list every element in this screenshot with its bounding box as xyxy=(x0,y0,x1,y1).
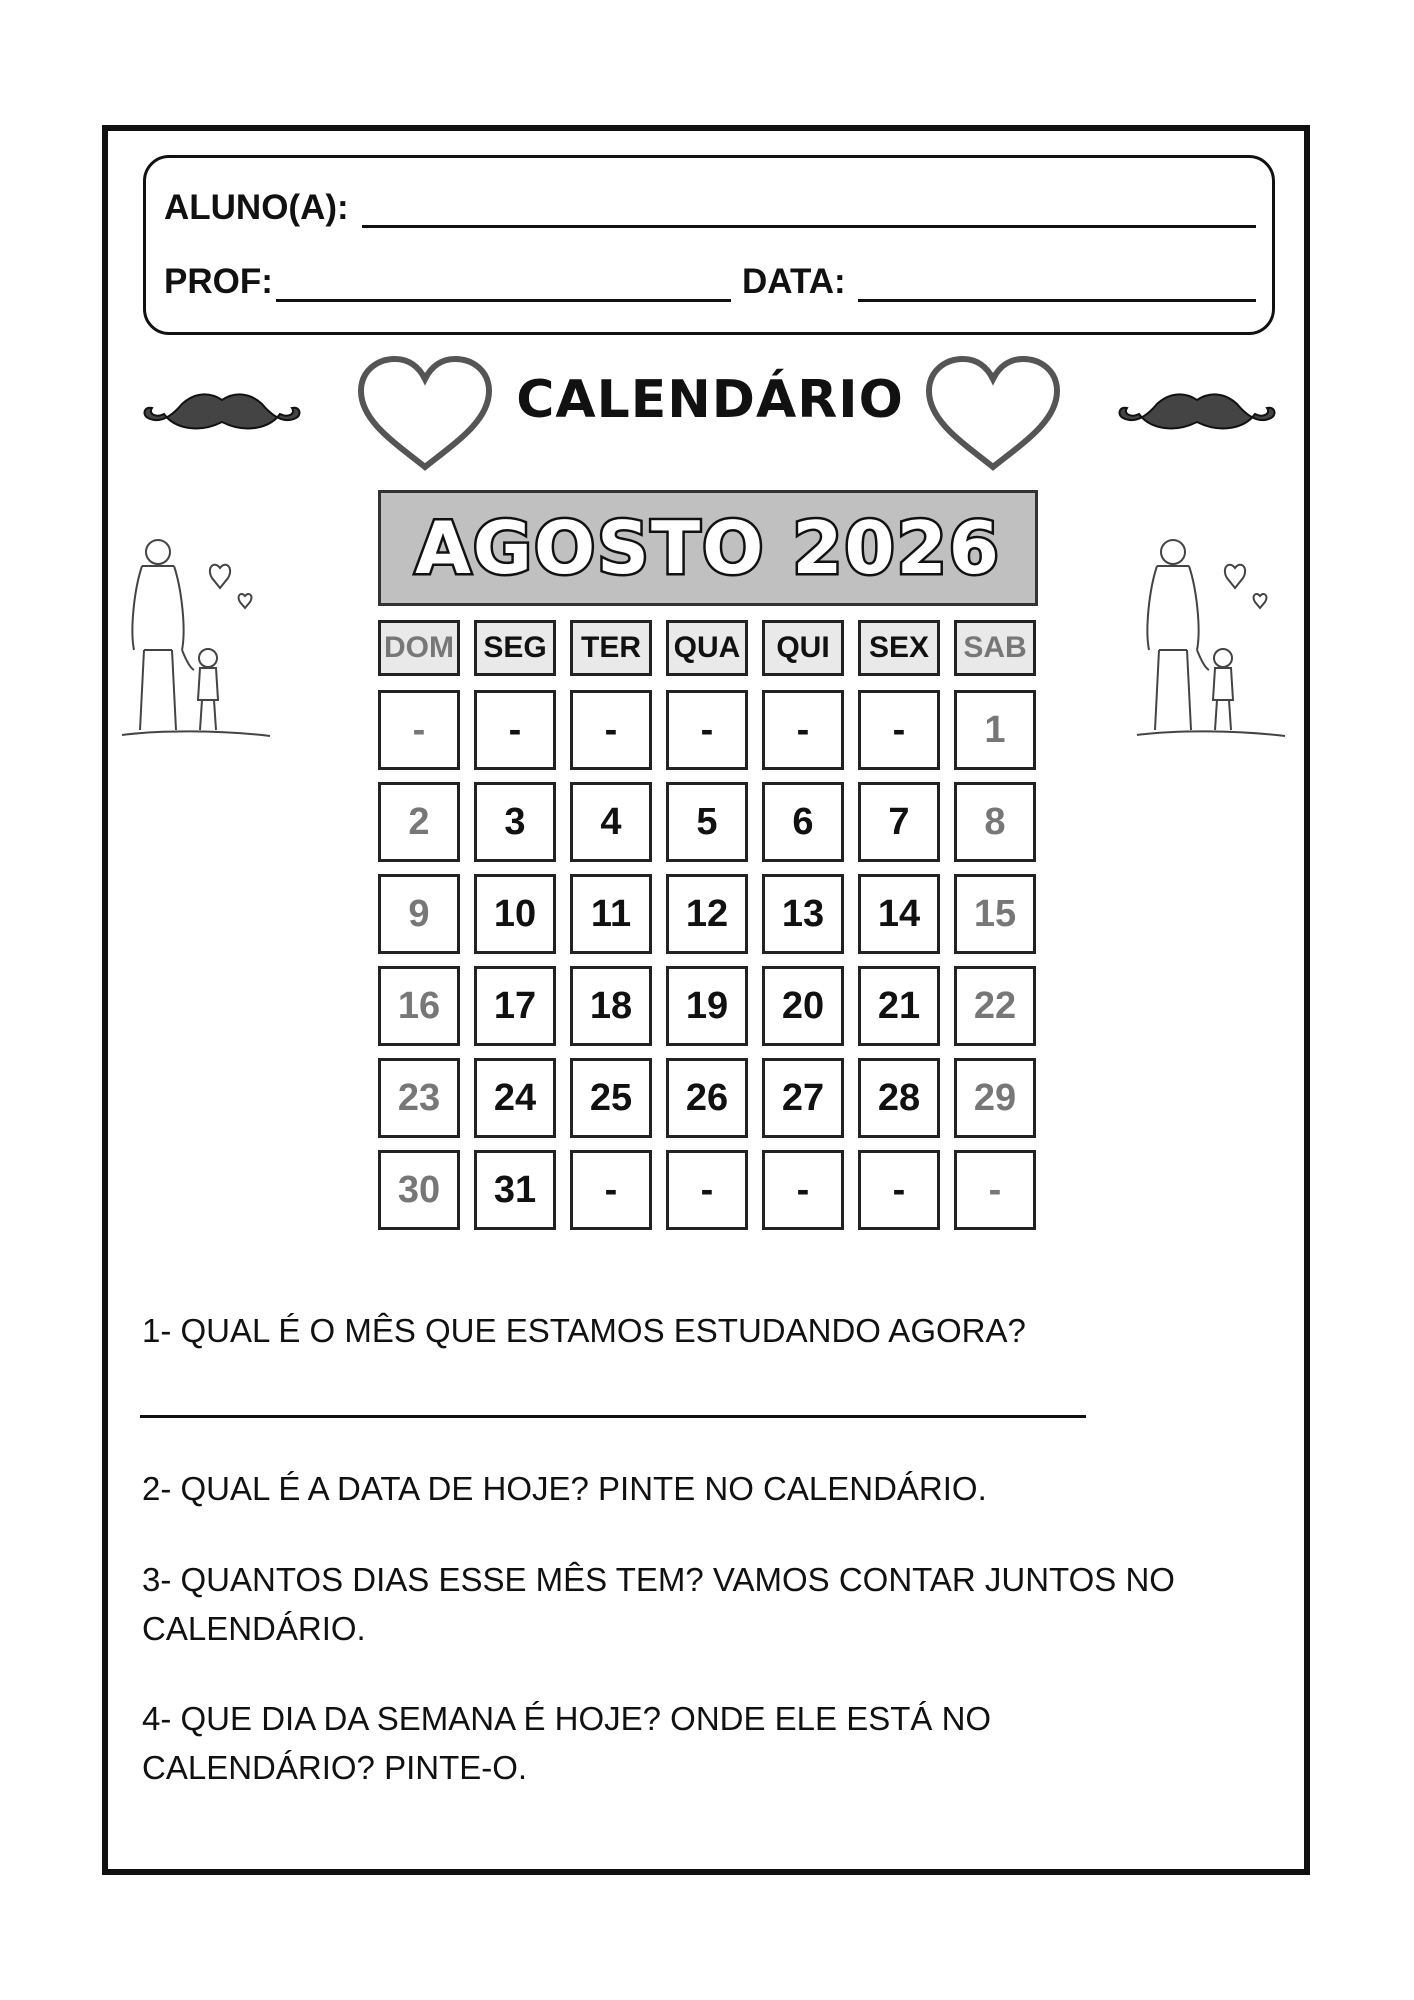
day-cell[interactable]: 15 xyxy=(954,874,1036,954)
day-cell[interactable]: 10 xyxy=(474,874,556,954)
page-title: CALENDÁRIO xyxy=(516,370,904,430)
answer-line-1[interactable] xyxy=(140,1415,1086,1418)
day-cell[interactable]: 23 xyxy=(378,1058,460,1138)
day-cell[interactable]: 29 xyxy=(954,1058,1036,1138)
day-cell[interactable]: - xyxy=(666,690,748,770)
day-cell[interactable]: 17 xyxy=(474,966,556,1046)
day-cell[interactable]: - xyxy=(666,1150,748,1230)
day-cell[interactable]: - xyxy=(762,690,844,770)
mustache-icon xyxy=(140,388,305,448)
weekday-header: TER xyxy=(570,620,652,676)
day-cell[interactable]: 5 xyxy=(666,782,748,862)
day-cell[interactable]: 22 xyxy=(954,966,1036,1046)
day-cell[interactable]: 1 xyxy=(954,690,1036,770)
day-cell[interactable]: 19 xyxy=(666,966,748,1046)
prof-field[interactable] xyxy=(276,299,731,302)
weekday-header: SEX xyxy=(858,620,940,676)
weekday-header: QUA xyxy=(666,620,748,676)
day-cell[interactable]: 2 xyxy=(378,782,460,862)
aluno-label: ALUNO(A): xyxy=(164,188,349,227)
day-cell[interactable]: 11 xyxy=(570,874,652,954)
question-3: 3- QUANTOS DIAS ESSE MÊS TEM? VAMOS CONTAR JUNTOS NO CALENDÁRIO. xyxy=(142,1561,1175,1647)
month-banner xyxy=(378,490,1038,606)
question-4: 4- QUE DIA DA SEMANA É HOJE? ONDE ELE ESTÁ NO CALENDÁRIO? PINTE-O. xyxy=(142,1700,992,1786)
heart-icon xyxy=(355,355,495,475)
day-cell[interactable]: - xyxy=(858,1150,940,1230)
day-cell[interactable]: 27 xyxy=(762,1058,844,1138)
father-child-icon xyxy=(120,530,280,745)
day-cell[interactable]: 14 xyxy=(858,874,940,954)
day-cell[interactable]: 8 xyxy=(954,782,1036,862)
day-cell[interactable]: 6 xyxy=(762,782,844,862)
day-cell[interactable]: 20 xyxy=(762,966,844,1046)
day-cell[interactable]: 18 xyxy=(570,966,652,1046)
day-cell[interactable]: - xyxy=(954,1150,1036,1230)
heart-icon xyxy=(923,355,1063,475)
day-cell[interactable]: 9 xyxy=(378,874,460,954)
day-cell[interactable]: 26 xyxy=(666,1058,748,1138)
weekday-header: SEG xyxy=(474,620,556,676)
day-cell[interactable]: 3 xyxy=(474,782,556,862)
prof-label: PROF: xyxy=(164,262,273,301)
father-child-icon xyxy=(1135,530,1295,745)
day-cell[interactable]: 31 xyxy=(474,1150,556,1230)
day-cell[interactable]: 12 xyxy=(666,874,748,954)
aluno-field[interactable] xyxy=(362,225,1256,228)
day-cell[interactable]: - xyxy=(762,1150,844,1230)
day-cell[interactable]: - xyxy=(858,690,940,770)
day-cell[interactable]: 24 xyxy=(474,1058,556,1138)
mustache-icon xyxy=(1115,388,1280,448)
month-title: AGOSTO 2026 xyxy=(415,506,1001,590)
day-cell[interactable]: 25 xyxy=(570,1058,652,1138)
day-cell[interactable]: 28 xyxy=(858,1058,940,1138)
day-cell[interactable]: 30 xyxy=(378,1150,460,1230)
question-1: 1- QUAL É O MÊS QUE ESTAMOS ESTUDANDO AGORA? xyxy=(142,1312,1026,1349)
student-info-box xyxy=(143,155,1275,335)
data-field[interactable] xyxy=(858,299,1256,302)
day-cell[interactable]: 4 xyxy=(570,782,652,862)
day-cell[interactable]: - xyxy=(570,690,652,770)
day-cell[interactable]: - xyxy=(378,690,460,770)
question-2: 2- QUAL É A DATA DE HOJE? PINTE NO CALENDÁRIO. xyxy=(142,1470,987,1507)
day-cell[interactable]: - xyxy=(474,690,556,770)
day-cell[interactable]: - xyxy=(570,1150,652,1230)
day-cell[interactable]: 21 xyxy=(858,966,940,1046)
weekday-header: QUI xyxy=(762,620,844,676)
day-cell[interactable]: 7 xyxy=(858,782,940,862)
day-cell[interactable]: 16 xyxy=(378,966,460,1046)
data-label: DATA: xyxy=(742,262,846,301)
day-cell[interactable]: 13 xyxy=(762,874,844,954)
weekday-header: DOM xyxy=(378,620,460,676)
weekday-header: SAB xyxy=(954,620,1036,676)
